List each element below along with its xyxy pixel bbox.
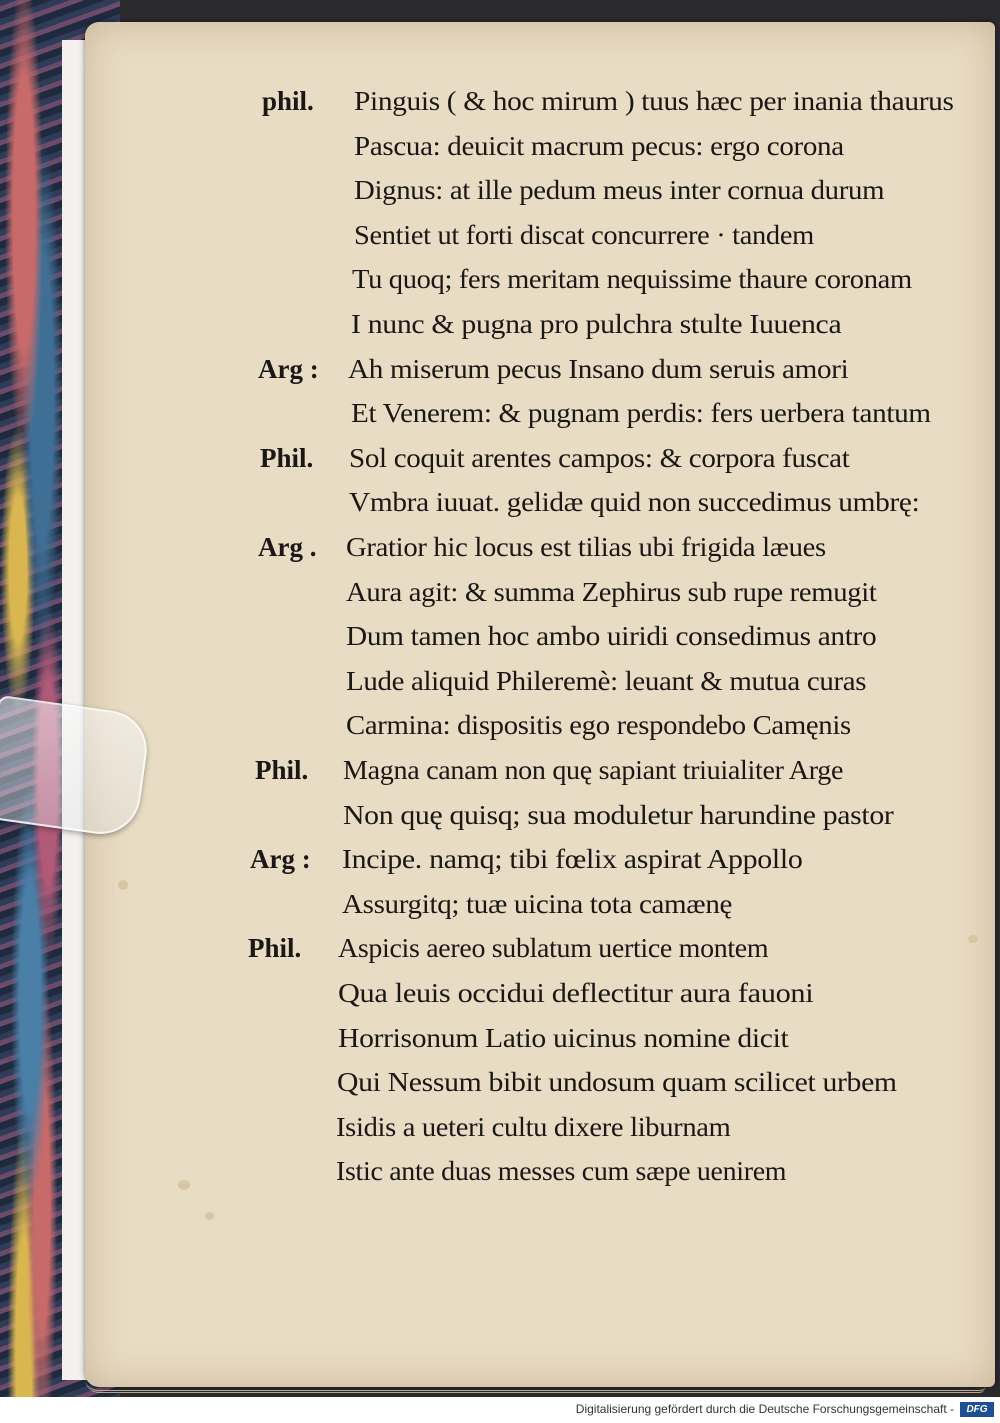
speaker-label: phil. <box>262 86 314 116</box>
verse-line: I nunc & pugna pro pulchra stulte Iuuenca <box>351 309 842 339</box>
foxing-spot <box>118 880 128 890</box>
verse-line: Dignus: at ille pedum meus inter cornua durum <box>354 175 885 206</box>
verse-line: Non quę quisq; sua moduletur harundine pastor <box>343 799 894 830</box>
speaker-label: Arg : <box>258 353 319 384</box>
foxing-spot <box>178 1180 190 1190</box>
verse-line: Assurgitq; tuæ uicina tota camænę <box>342 888 733 919</box>
verse-line: Horrisonum Latio uicinus nomine dicit <box>338 1022 789 1053</box>
verse-line: Qui Nessum bibit undosum quam scilicet urbem <box>337 1067 897 1098</box>
verse-line: Tu quoq; fers meritam nequissime thaure coronam <box>352 264 912 295</box>
verse-line: Magna canam non quę sapiant triuialiter Arge <box>343 755 844 785</box>
verse-line: Et Venerem: & pugnam perdis: fers uerbera tantum <box>351 398 931 429</box>
speaker-label: Phil. <box>248 933 302 964</box>
verse-line: Incipe. namq; tibi fœlix aspirat Appollo <box>342 844 803 875</box>
funding-credit: Digitalisierung gefördert durch die Deutsche Forschungsgemeinschaft - <box>575 1402 954 1416</box>
verse-line: Dum tamen hoc ambo uiridi consedimus antro <box>346 621 877 652</box>
verse-line: Qua leuis occidui deflectitur aura fauoni <box>338 978 814 1008</box>
verse-line: Istic ante duas messes cum sæpe uenirem <box>336 1156 787 1187</box>
verse-line: Gratior hic locus est tilias ubi frigida læues <box>346 532 826 562</box>
foxing-spot <box>968 935 978 943</box>
verse-line: Carmina: dispositis ego respondebo Camęnis <box>346 710 851 741</box>
glass-page-weight <box>0 695 152 839</box>
verse-line: Vmbra iuuat. gelidæ quid non succedimus umbrę: <box>349 487 920 518</box>
verse-line: Sentiet ut forti discat concurrere · tandem <box>354 219 814 250</box>
verse-line: Aspicis aereo sublatum uertice montem <box>338 933 769 964</box>
verse-line: Ah miserum pecus Insano dum seruis amori <box>348 353 849 384</box>
verse-line: Pascua: deuicit macrum pecus: ergo corona <box>354 130 844 161</box>
speaker-label: Phil. <box>260 442 314 473</box>
speaker-label: Arg : <box>250 844 311 875</box>
foxing-spot <box>205 1212 214 1220</box>
verse-line: Lude aliquid Phileremè: leuant & mutua curas <box>346 665 867 696</box>
dfg-logo: DFG <box>960 1402 994 1417</box>
speaker-label: Phil. <box>255 755 309 785</box>
verse-line: Isidis a ueteri cultu dixere liburnam <box>336 1111 731 1142</box>
verse-line: Pinguis ( & hoc mirum ) tuus hæc per inania thaurus <box>354 86 954 116</box>
verse-line: Sol coquit arentes campos: & corpora fuscat <box>349 442 850 473</box>
page-edges <box>85 1330 985 1393</box>
verse-line: Aura agit: & summa Zephirus sub rupe remugit <box>346 576 877 607</box>
footer-bar <box>0 1397 1000 1423</box>
speaker-label: Arg . <box>258 532 317 562</box>
